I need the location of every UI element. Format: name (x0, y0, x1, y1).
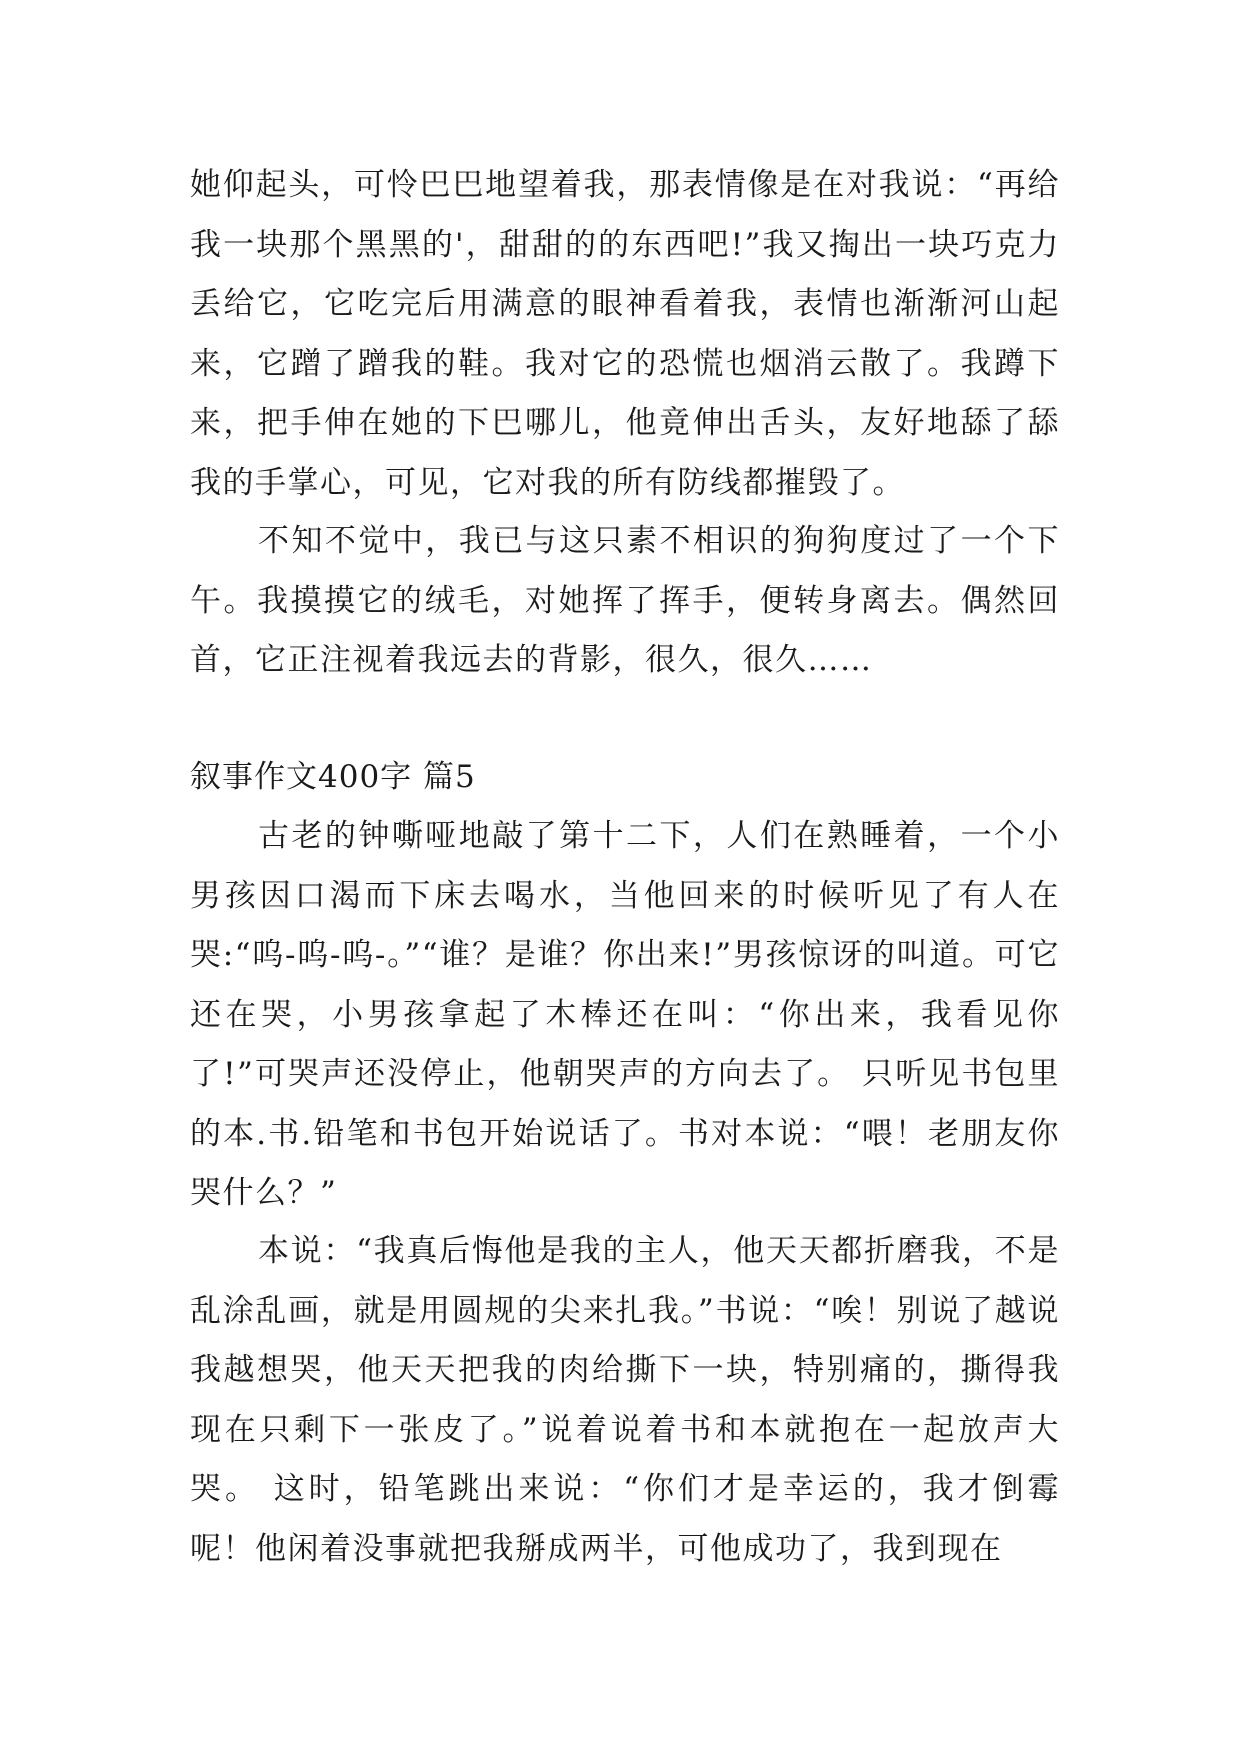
body-paragraph: 本说：“我真后悔他是我的主人，他天天都折磨我，不是乱涂乱画，就是用圆规的尖来扎我。”书说：“唉！别说了越说我越想哭，他天天把我的肉给撕下一块，特别痛的，撕得我现在只剩下一张皮了。”说着说着书和本就抱在一起放声大哭。 这时，铅笔跳出来说：“你们才是幸运的，我才倒霉呢！他闲着没事就把我掰成两半，可他成功了，我到现在 (190, 1233, 1060, 1567)
paragraph-block (190, 1222, 1060, 1579)
paragraph-block (190, 512, 1060, 691)
body-paragraph: 古老的钟嘶哑地敲了第十二下，人们在熟睡着，一个小男孩因口渴而下床去喝水，当他回来的时候听见了有人在哭:“呜-呜-呜-。”“谁？是谁？你出来!”男孩惊讶的叫道。可它还在哭，小男孩拿起了木棒还在叫：“你出来，我看见你了!”可哭声还没停止，他朝哭声的方向去了。 只听见书包里的本.书.铅笔和书包开始说话了。书对本说：“喂！老朋友你哭什么？” (190, 818, 1060, 1211)
section-heading: 叙事作文400字 篇5 (190, 759, 476, 795)
body-paragraph: 不知不觉中，我已与这只素不相识的狗狗度过了一个下午。我摸摸它的绒毛，对她挥了挥手，便转身离去。偶然回首，它正注视着我远去的背影，很久，很久…… (190, 523, 1060, 678)
paragraph-block (190, 807, 1060, 1224)
paragraph-block (190, 156, 1060, 513)
body-paragraph: 她仰起头，可怜巴巴地望着我，那表情像是在对我说：“再给我一块那个黑黑的'，甜甜的的东西吧!”我又掏出一块巧克力丢给它，它吃完后用满意的眼神看着我，表情也渐渐河山起来，它蹭了蹭我的鞋。我对它的恐慌也烟消云散了。我蹲下来，把手伸在她的下巴哪儿，他竟伸出舌头，友好地舔了舔我的手掌心，可见，它对我的所有防线都摧毁了。 (190, 167, 1060, 501)
